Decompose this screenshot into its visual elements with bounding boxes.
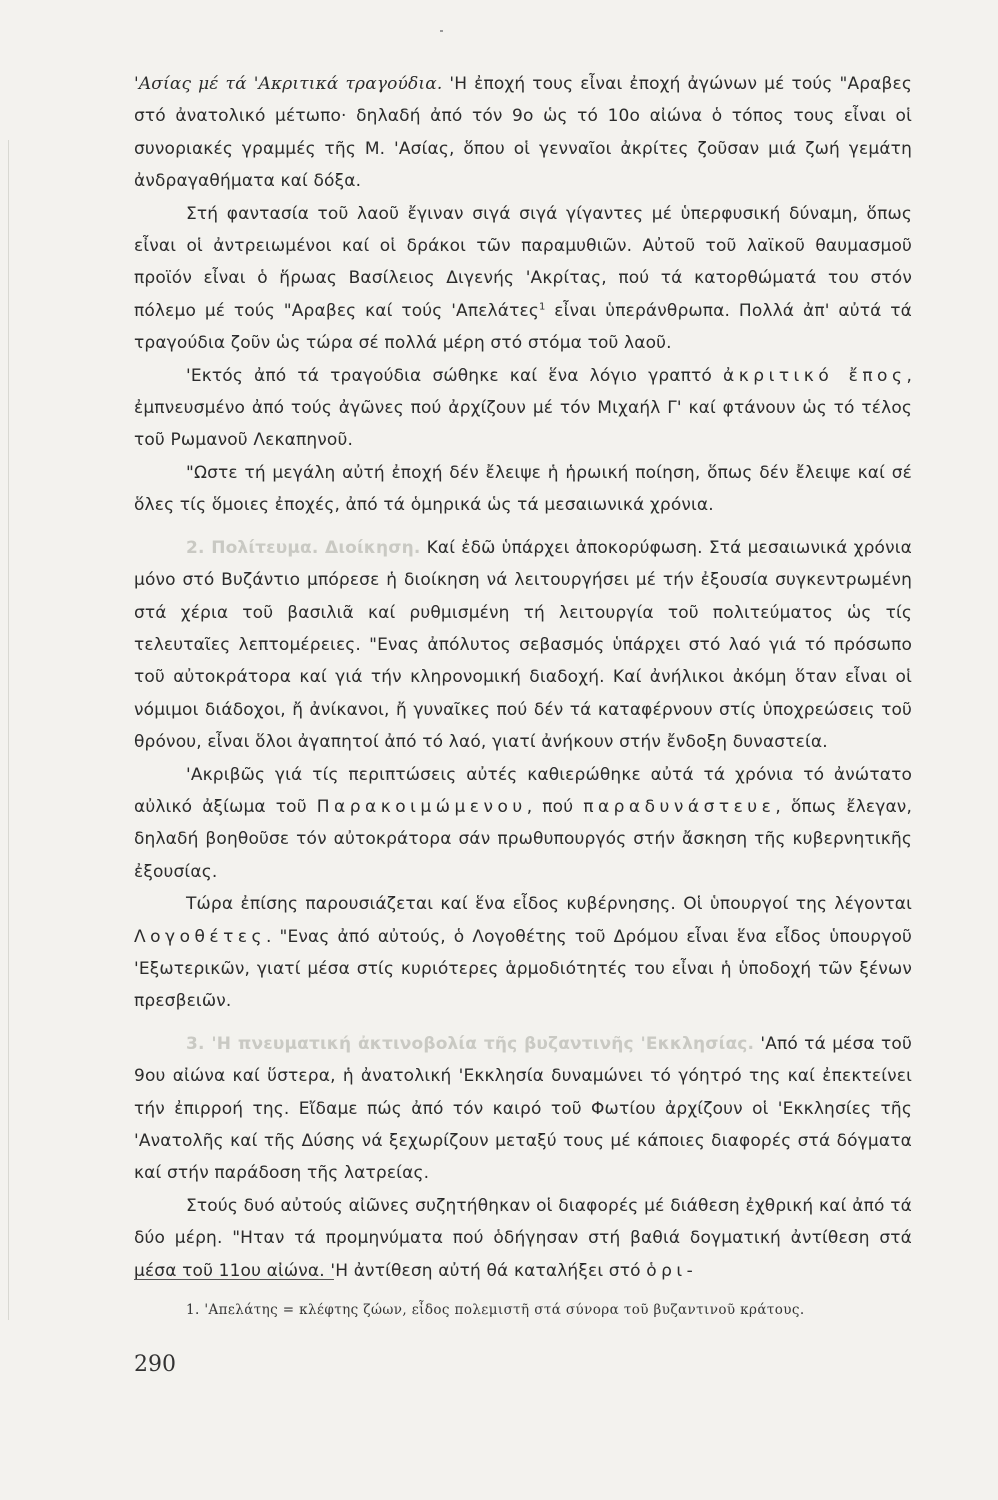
footnote-rule (134, 1279, 334, 1280)
scan-margin-line (8, 140, 9, 1320)
paragraph (134, 1190, 912, 1287)
paragraph (134, 360, 912, 457)
text: "Ωστε τή μεγάλη αὐτή ἐποχή δέν ἔλειψε ἡ ἡρωική ποίηση, ὅπως δέν ἔλειψε καί σέ ὅλες τίς ὅμοιες ἐποχές, ἀπό τά ὁμηρικά ὡς τά μεσαιωνικά χρόνια. (134, 462, 912, 516)
footnote-marker: 1 (538, 301, 546, 313)
text: , ὅπως ἔλεγαν, δηλαδή βοηθοῦσε τόν αὐτοκράτορα σάν πρωθυπουργός στήν ἄσκηση τῆς κυβερνητικῆς ἐξουσίας. (134, 796, 912, 882)
scan-speck (440, 30, 443, 32)
paragraph (134, 68, 912, 198)
text: εἶναι ὑπεράνθρωπα. Πολλά ἀπ' αὐτά τά τραγούδια ζοῦν ὡς τώρα σέ πολλά μέρη στό στόμα τοῦ λαοῦ. (134, 300, 912, 354)
text: Τώρα ἐπίσης παρουσιάζεται καί ἕνα εἶδος κυβέρνησης. Οἱ ὑπουργοί της λέγονται (186, 894, 912, 915)
spaced-term: παραδυνάστευε (583, 796, 776, 817)
paragraph (134, 198, 912, 360)
footnote: 1. 'Απελάτης = κλέφτης ζώων, εἶδος πολεμιστῆ στά σύνορα τοῦ βυζαντινοῦ κράτους. (186, 1302, 805, 1318)
section-heading: 3. 'Η πνευματική ἀκτινοβολία τῆς βυζαντινῆς 'Εκκλησίας. (186, 1033, 755, 1054)
text: 'Ακριβῶς γιά τίς περιπτώσεις αὐτές καθιερώθηκε αὐτά τά χρόνια τό ἀνώτατο αὐλικό ἀξίωμα τοῦ (134, 764, 912, 817)
text: 'Η ἐποχή τους εἶναι ἐποχή ἀγώνων μέ τούς "Αραβες στό ἀνατολικό μέτωπο· δηλαδή ἀπό τόν 9ο ὡς τό 10ο αἰώνα ὁ τόπος τους εἶναι οἱ συνοριακές γραμμές τῆς Μ. 'Ασίας, ὅπου οἱ γενναῖοι ἀκρίτες ζοῦσαν μιά ζωή γεμάτη ἀνδραγαθήματα καί δόξα. (134, 74, 912, 192)
spaced-term: Λογοθέτες (134, 926, 266, 947)
page-number: 290 (134, 1352, 176, 1377)
text: , ἐμπνευσμένο ἀπό τούς ἀγῶνες πού ἀρχίζουν μέ τόν Μιχαήλ Γ' καί φτάνουν ὡς τό τέλος τοῦ Ρωμανοῦ Λεκαπηνοῦ. (134, 365, 912, 451)
italic-lead: 'Ασίας μέ τά 'Ακριτικά τραγούδια. (134, 74, 443, 94)
text: Καί ἐδῶ ὑπάρχει ἀποκορύφωση. Στά μεσαιωνικά χρόνια μόνο στό Βυζάντιο μπόρεσε ἡ διοίκηση νά λειτουργήσει μέ τήν ἐξουσία συγκεντρωμένη στά χέρια τοῦ βασιλιᾶ καί ρυθμισμένη τή λειτουργία τοῦ πολιτεύματος ὡς τίς τελευταῖες λεπτομέρειες. "Ενας ἀπόλυτος σεβασμός ὑπάρχει στό λαό γιά τό πρόσωπο τοῦ αὐτοκράτορα καί γιά τήν κληρονομική διαδοχή. Καί ἀνήλικοι ἀκόμη ὅταν εἶναι οἱ νόμιμοι διάδοχοι, ἤ ἀνίκανοι, ἤ γυναῖκες πού δέν τά καταφέρνουν στίς ὑποχρεώσεις τοῦ θρόνου, εἶναι ὅλοι ἀγαπητοί ἀπό τό λαό, γιατί ἀνήκουν στήν ἔνδοξη δυναστεία. (134, 537, 912, 753)
text: 'Εκτός ἀπό τά τραγούδια σώθηκε καί ἕνα λόγιο γραπτό (186, 365, 724, 386)
paragraph (134, 1028, 912, 1190)
paragraph (134, 759, 912, 889)
text: Στή φαντασία τοῦ λαοῦ ἔγιναν σιγά σιγά γίγαντες μέ ὑπερφυσική δύναμη, ὅπως εἶναι οἱ ἀντρειωμένοι καί οἱ δράκοι τῶν παραμυθιῶν. Αὐτοῦ τοῦ λαϊκοῦ θαυμασμοῦ προϊόν εἶναι ὁ ἥρωας Βασίλειος Διγενής 'Ακρίτας, πού τά κατορθώματά του στόν πόλεμο μέ τούς "Αραβες καί τούς 'Απελάτες (134, 203, 912, 321)
text: Στούς δυό αὐτούς αἰῶνες συζητήθηκαν οἱ διαφορές μέ διάθεση ἐχθρική καί ἀπό τά δύο μέρη. "Ηταν τά προμηνύματα πού ὁδήγησαν στή βαθιά δογματική ἀντίθεση στά μέσα τοῦ 11ου αἰώνα. 'Η ἀντίθεση αὐτή θά καταλήξει στό (134, 1195, 912, 1281)
paragraph (134, 457, 912, 522)
text: , πού (526, 796, 584, 817)
text: 'Από τά μέσα τοῦ 9ου αἰώνα καί ὕστερα, ἡ ἀνατολική 'Εκκλησία δυναμώνει τό γόητρό της καί ἐπεκτείνει τήν ἐπιρροή της. Εἴδαμε πώς ἀπό τόν καιρό τοῦ Φωτίου ἀρχίζουν οἱ 'Εκκλησίες τῆς 'Ανατολῆς καί τῆς Δύσης νά ξεχωρίζουν μεταξύ τους μέ κάποιες διαφορές στά δόγματα καί στήν παράδοση τῆς λατρείας. (134, 1033, 912, 1184)
spaced-term: Παρακοιμώμενου (316, 796, 527, 817)
spaced-term: ὁρι- (646, 1260, 698, 1281)
spaced-term: ἀκριτικό ἔπος (723, 365, 907, 386)
page-body (134, 68, 912, 1287)
section-heading: 2. Πολίτευμα. Διοίκηση. (186, 537, 421, 558)
text: . "Ενας ἀπό αὐτούς, ὁ Λογοθέτης τοῦ Δρόμου εἶναι ἕνα εἶδος ὑπουργοῦ 'Εξωτερικῶν, γιατί μέσα στίς κυριότερες ἁρμοδιότητές του εἶναι ἡ ὑποδοχή τῶν ξένων πρεσβειῶν. (134, 926, 912, 1012)
paragraph (134, 532, 912, 759)
paragraph (134, 888, 912, 1018)
